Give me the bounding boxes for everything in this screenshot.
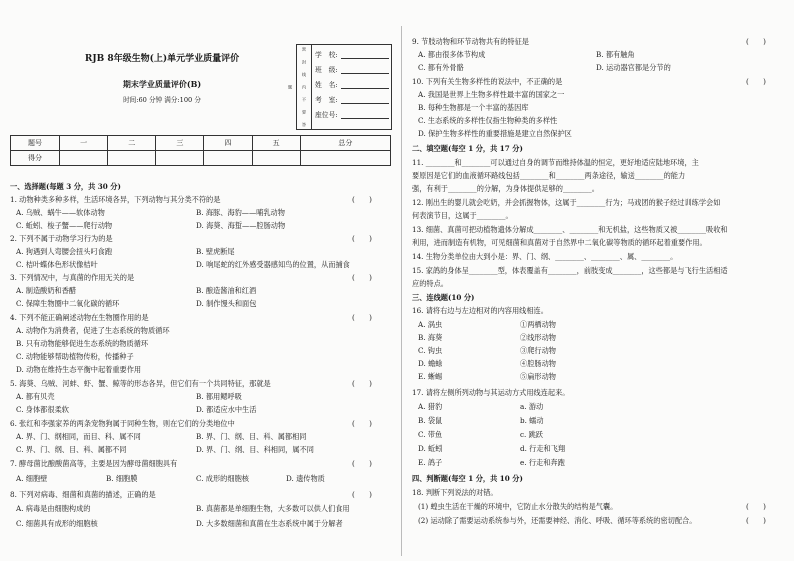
option-d: D. 动物在维持生态平衡中起着重要作用: [16, 365, 142, 374]
option-b: B. 界、门、纲、目、科、属都相同: [196, 432, 307, 441]
option-b: B. 每种生物都是一个丰富的基因库: [418, 103, 529, 112]
question-text: 2. 下列不属于动物学习行为的是: [10, 234, 113, 243]
exam-room-label: 考 室:: [315, 96, 338, 104]
section-heading: 三、连线题(10 分): [412, 293, 475, 302]
fill-question-line[interactable]: 13. 细菌、真菌可把动植物遗体分解成________、________和无机盐，这些物质又被________吸收和: [412, 225, 728, 234]
option-a: A. 细胞壁: [16, 474, 48, 483]
option-d: D. 海葵、海蜇——腔肠动物: [196, 221, 286, 230]
score-cell[interactable]: [252, 151, 300, 166]
match-left-item[interactable]: C. 钩虫: [418, 346, 443, 355]
question-text: 3. 下列情况中，与真菌的作用无关的是: [10, 273, 135, 282]
seat-label: 座位号:: [315, 111, 338, 119]
school-input[interactable]: [341, 51, 389, 59]
option-c: C. 细菌具有成形的细胞核: [16, 519, 98, 528]
seat-input[interactable]: [341, 111, 389, 119]
exam-room-input[interactable]: [341, 96, 389, 104]
school-label: 学 校:: [315, 51, 338, 59]
match-left-item[interactable]: D. 蚯蚓: [418, 444, 443, 453]
fill-question-line[interactable]: 要原因是它们的血液循环路线包括________和________两条途径，输送________的能力: [412, 171, 686, 180]
seat-field: [315, 111, 389, 119]
option-d: D. 大多数细菌和真菌在生态系统中属于分解者: [196, 519, 343, 528]
score-cell[interactable]: [300, 151, 390, 166]
question-text: 16. 请将右边与左边相对的内容用线相连。: [412, 306, 548, 315]
answer-paren[interactable]: ( ): [352, 313, 372, 322]
option-c: C. 保障生物圈中二氧化碳的循环: [16, 299, 120, 308]
section-heading: 四、判断题(每空 1 分，共 10 分): [412, 474, 523, 483]
question-text: 5. 海葵、乌贼、河蚌、虾、蟹、鲸等的形态各异，但它们有一个共同特征，那就是: [10, 379, 271, 388]
class-label: 班 级:: [315, 66, 338, 74]
question-text: 6. 张红和李强家养的两条宠物狗属于同种生物，则在它们的分类地位中: [10, 419, 235, 428]
option-b: B. 酿造酱油和红酒: [196, 286, 257, 295]
judge-item: (2) 运动除了需要运动系统参与外，还需要神经、消化、呼吸、循环等系统的密切配合。: [418, 516, 697, 525]
match-left-item[interactable]: E. 蜥蜴: [418, 372, 443, 381]
fill-question-line[interactable]: 11. ________和________可以通过自身的调节而维持体温的恒定，更好地适应陆地环境，主: [412, 158, 699, 167]
answer-paren[interactable]: ( ): [746, 37, 766, 46]
exam-title: RJB 8年级生物(上)单元学业质量评价: [84, 54, 240, 64]
name-input[interactable]: [341, 81, 389, 89]
fill-question-line: 应的特点。: [412, 279, 448, 288]
match-right-item[interactable]: ①两栖动物: [520, 320, 556, 329]
option-c: C. 成形的细胞核: [196, 474, 249, 483]
score-cell[interactable]: [60, 151, 108, 166]
option-b: B. 只有动物能够促进生态系统的物质循环: [16, 339, 149, 348]
fill-question-line: 利用，进而制造有机物，可见细菌和真菌对于自然界中二氧化碳等物质的循环起着重要作用。: [412, 238, 707, 247]
section-heading: 一、选择题(每题 3 分，共 30 分): [10, 182, 121, 191]
option-a: A. 制造酸奶和香醋: [16, 286, 77, 295]
option-b: B. 都有触角: [596, 50, 635, 59]
option-c: C. 都有外骨骼: [418, 63, 464, 72]
question-text: 7. 酵母菌比酿酸菌高等，主要是因为酵母菌细胞具有: [10, 459, 178, 468]
match-right-item[interactable]: ③爬行动物: [520, 346, 556, 355]
answer-paren[interactable]: ( ): [746, 77, 766, 86]
score-header-row: [11, 136, 391, 151]
option-c: C. 生态系统的多样性仅指生物种类的多样性: [418, 116, 558, 125]
match-left-item[interactable]: D. 蟾蜍: [418, 359, 443, 368]
exam-subtitle: 期末学业质量评价(B): [122, 79, 202, 89]
answer-paren[interactable]: ( ): [352, 195, 372, 204]
option-b: B. 都用鳃呼吸: [196, 392, 242, 401]
option-a: A. 都有贝壳: [16, 392, 55, 401]
option-d: D. 遗传物质: [286, 474, 325, 483]
score-label-cell: 得分: [11, 151, 60, 166]
fill-question-line[interactable]: 强，有利于________的分解，为身体提供足够的________。: [412, 184, 599, 193]
answer-paren[interactable]: ( ): [352, 419, 372, 428]
option-c: C. 动物能够帮助植物传粉，传播种子: [16, 352, 134, 361]
option-a: A. 我国是世界上生物多样性最丰富的国家之一: [418, 90, 565, 99]
score-header-cell: 题号: [11, 136, 60, 151]
question-text: 17. 请将左侧所列动物与其运动方式用线连起来。: [412, 388, 570, 397]
option-d: D. 界、门、纲、目、科相同，属不同: [196, 445, 314, 454]
option-c: C. 身体都很柔软: [16, 405, 69, 414]
score-cell[interactable]: [204, 151, 252, 166]
option-b: B. 海豚、海豹——哺乳动物: [196, 208, 285, 217]
match-left-item[interactable]: A. 涡虫: [418, 320, 443, 329]
name-label: 姓 名:: [315, 81, 338, 89]
class-field: [315, 66, 389, 74]
option-b: B. 细胞膜: [106, 474, 138, 483]
option-d: D. 都适应水中生活: [196, 405, 257, 414]
option-c: C. 桔叶蝶体色形状像桔叶: [16, 260, 98, 269]
question-text: 18. 判断下列说法的对错。: [412, 488, 498, 497]
score-header-cell: 五: [252, 136, 300, 151]
fill-question-line[interactable]: 何表演节目，这属于________。: [412, 211, 513, 220]
seal-line-text: 密 封 线 内 不 要 答 题: [297, 45, 312, 129]
answer-paren[interactable]: ( ): [352, 379, 372, 388]
answer-paren[interactable]: ( ): [352, 234, 372, 243]
question-text: 10. 下列有关生物多样性的说法中，不正确的是: [412, 77, 563, 86]
column-divider: [401, 26, 402, 556]
fill-question-line[interactable]: 14. 生物分类单位由大到小是：界、门、纲、________、________、属、________。: [412, 252, 678, 261]
match-left-item[interactable]: B. 海葵: [418, 333, 443, 342]
option-a: A. 都由很多体节构成: [418, 50, 486, 59]
match-right-item[interactable]: ②线形动物: [520, 333, 556, 342]
option-c: C. 蚯蚓、梭子蟹——爬行动物: [16, 221, 113, 230]
match-left-item[interactable]: C. 带鱼: [418, 430, 443, 439]
school-field: [315, 51, 389, 59]
option-a: A. 界、门、纲相同，而目、科、属不同: [16, 432, 141, 441]
option-d: D. 保护生物多样性的重要措施是建立自然保护区: [418, 129, 572, 138]
match-right-item[interactable]: ⑤扁形动物: [520, 372, 556, 381]
match-right-item[interactable]: c. 跳跃: [520, 430, 543, 439]
score-table: [10, 135, 391, 166]
option-d: D. 运动器官都是分节的: [596, 63, 671, 72]
judge-item: (1) 蝗虫生活在干燥的环境中，它防止水分散失的结构是气囊。: [418, 502, 618, 511]
name-field: [315, 81, 389, 89]
answer-paren[interactable]: ( ): [352, 490, 372, 499]
option-d: D. 制作馒头和面包: [196, 299, 257, 308]
match-left-item[interactable]: E. 鸽子: [418, 458, 443, 467]
question-text: 1. 动物种类多种多样，生活环境各异，下列动物与其分类不符的是: [10, 195, 221, 204]
option-a: A. 狗遇到人弯腰会扭头叼食跑: [16, 247, 113, 256]
class-input[interactable]: [341, 66, 389, 74]
exam-room-field: [315, 96, 389, 104]
option-c: C. 界、门、纲、目、科、属都不同: [16, 445, 127, 454]
question-text: 9. 节肢动物和环节动物共有的特征是: [412, 37, 529, 46]
option-a: A. 乌贼、蜗牛——软体动物: [16, 208, 105, 217]
option-b: B. 真菌都是单细胞生物，大多数可以供人们食用: [196, 504, 350, 513]
question-text: 4. 下列不能正确阐述动物在生物圈作用的是: [10, 313, 149, 322]
score-header-cell: 三: [156, 136, 204, 151]
answer-paren[interactable]: ( ): [746, 516, 766, 525]
match-right-item[interactable]: b. 蠕动: [520, 416, 544, 425]
score-header-cell: 四: [204, 136, 252, 151]
score-header-cell: 总分: [300, 136, 390, 151]
option-a: A. 动物作为消费者，促进了生态系统的物质循环: [16, 326, 170, 335]
fill-question-line[interactable]: 12. 刚出生的婴儿就会吃奶，并会抓握物体，这属于________行为；马戏团的猴子经过训练学会如: [412, 198, 721, 207]
question-text: 8. 下列对病毒、细菌和真菌的描述，正确的是: [10, 490, 156, 499]
answer-paren[interactable]: ( ): [746, 502, 766, 511]
student-info-box: [288, 44, 392, 136]
match-left-item[interactable]: B. 袋鼠: [418, 416, 443, 425]
option-b: B. 壁虎断尾: [196, 247, 235, 256]
option-a: A. 病毒是由细胞构成的: [16, 504, 91, 513]
score-value-row: [11, 151, 391, 166]
score-header-cell: 二: [108, 136, 156, 151]
score-cell[interactable]: [156, 151, 204, 166]
score-cell[interactable]: [108, 151, 156, 166]
score-header-cell: 一: [60, 136, 108, 151]
option-d: D. 响尾蛇的红外感受器感知鸟的位置，从而捕食: [196, 260, 350, 269]
fill-question-line[interactable]: 15. 家鸽的身体呈________型，体表覆盖有________，前肢变成________，这些都是与飞行生活相适: [412, 266, 728, 275]
answer-paren[interactable]: ( ): [352, 459, 372, 468]
match-right-item[interactable]: e. 行走和奔跑: [520, 458, 565, 467]
exam-time: 时间:60 分钟 满分:100 分: [123, 96, 201, 104]
match-left-item[interactable]: A. 猎豹: [418, 402, 443, 411]
match-right-item[interactable]: a. 游动: [520, 402, 544, 411]
match-right-item[interactable]: d. 行走和飞翔: [520, 444, 566, 453]
answer-paren[interactable]: ( ): [352, 273, 372, 282]
section-heading: 二、填空题(每空 1 分，共 17 分): [412, 144, 523, 153]
match-right-item[interactable]: ④腔肠动物: [520, 359, 556, 368]
